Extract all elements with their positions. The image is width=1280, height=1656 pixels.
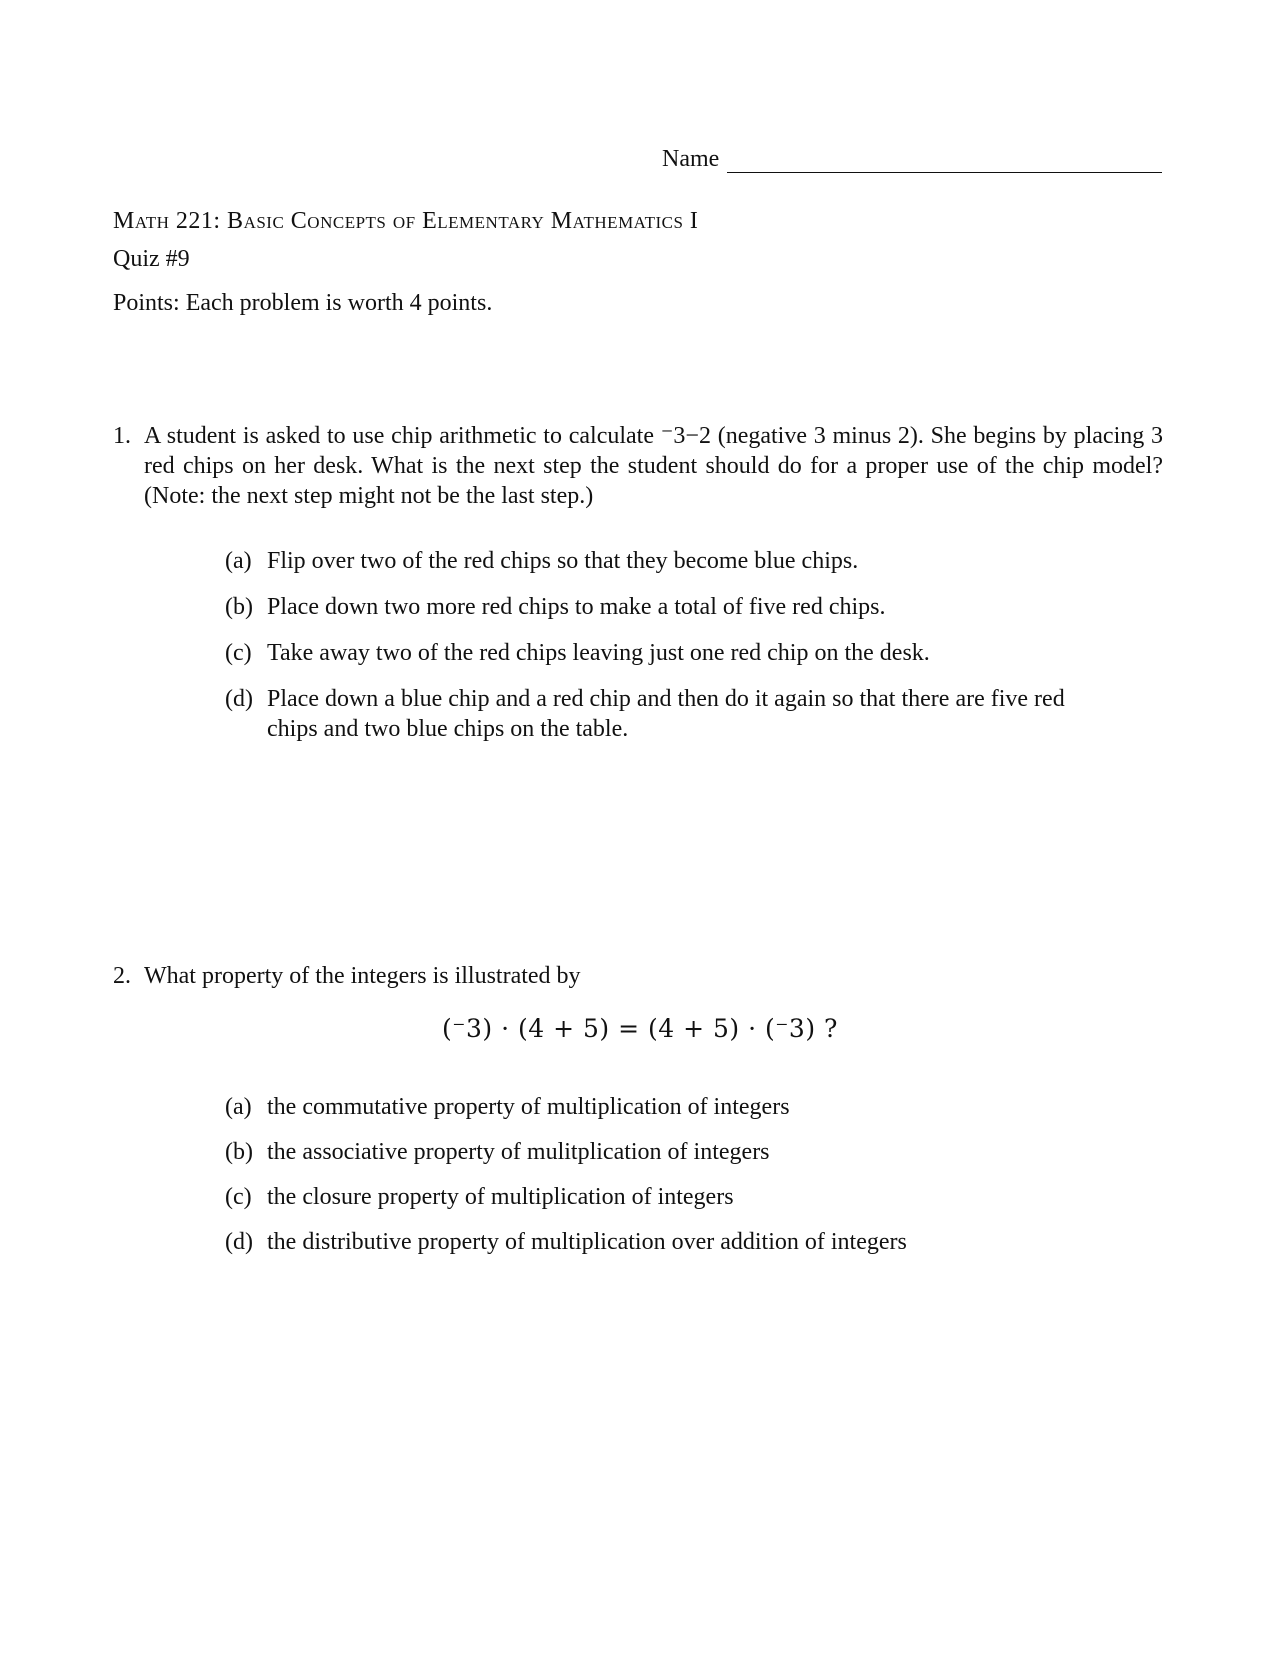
option-a[interactable]	[225, 1092, 1105, 1122]
problem-1-options	[225, 546, 1105, 760]
option-text: Place down a blue chip and a red chip and then do it again so that there are five red chips and two blue chips on the table.	[267, 686, 1065, 742]
equation-text: (⁻3) · (4 + 5) = (4 + 5) · (⁻3) ?	[442, 1014, 838, 1043]
option-label: (b)	[225, 1139, 253, 1165]
option-label: (d)	[225, 686, 253, 712]
option-text: the commutative property of multiplication of integers	[267, 1094, 790, 1120]
problem-text: What property of the integers is illustrated by	[144, 963, 581, 989]
option-label: (a)	[225, 1094, 252, 1120]
problem-text: A student is asked to use chip arithmetic to calculate ⁻3−2 (negative 3 minus 2). She begins by placing 3 red chips on her desk. What is the next step the student should do for a proper use of the chip model? (Note: the next step might not be the last step.)	[144, 423, 1163, 509]
option-text: the closure property of multiplication of integers	[267, 1184, 734, 1210]
option-b[interactable]	[225, 1137, 1105, 1167]
name-label: Name	[662, 146, 720, 172]
option-label: (b)	[225, 594, 253, 620]
option-b[interactable]	[225, 592, 1105, 622]
option-a[interactable]	[225, 546, 1105, 576]
option-label: (d)	[225, 1229, 253, 1255]
option-d[interactable]	[225, 1227, 1105, 1257]
name-field[interactable]	[662, 146, 1162, 173]
option-label: (c)	[225, 1184, 252, 1210]
problem-number: 1.	[113, 423, 131, 449]
option-text: Flip over two of the red chips so that they become blue chips.	[267, 548, 859, 574]
problem-1	[113, 421, 1163, 511]
equation	[0, 1014, 1280, 1043]
option-text: Place down two more red chips to make a total of five red chips.	[267, 594, 886, 620]
problem-number: 2.	[113, 963, 131, 989]
option-label: (a)	[225, 548, 252, 574]
option-c[interactable]	[225, 638, 1105, 668]
option-text: the distributive property of multiplication over addition of integers	[267, 1229, 907, 1255]
problem-2-options	[225, 1092, 1105, 1272]
option-d[interactable]	[225, 684, 1105, 744]
option-c[interactable]	[225, 1182, 1105, 1212]
points-note: Points: Each problem is worth 4 points.	[113, 290, 493, 316]
quiz-title: Quiz #9	[113, 246, 190, 272]
course-title: Math 221: Basic Concepts of Elementary Mathematics I	[113, 208, 699, 234]
option-label: (c)	[225, 640, 252, 666]
problem-2	[113, 961, 1163, 991]
option-text: Take away two of the red chips leaving just one red chip on the desk.	[267, 640, 930, 666]
name-blank-line[interactable]	[727, 148, 1162, 173]
option-text: the associative property of mulitplication of integers	[267, 1139, 770, 1165]
